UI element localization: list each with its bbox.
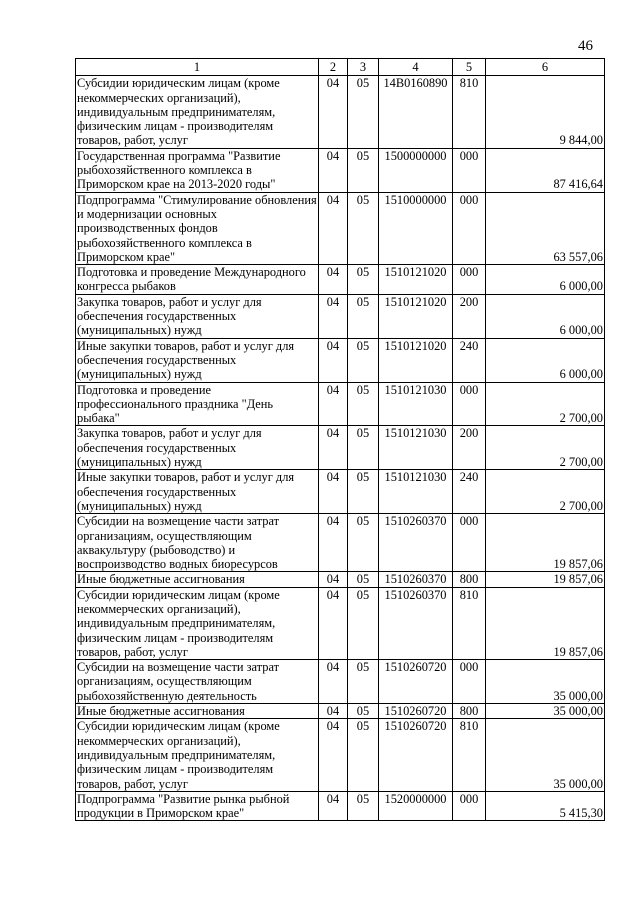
- subsection-code: 05: [348, 660, 379, 704]
- subsection-code: 05: [348, 719, 379, 791]
- target-article-code: 1510260720: [379, 704, 453, 719]
- expense-type-code: 000: [453, 514, 486, 572]
- expense-type-code: 810: [453, 587, 486, 659]
- section-code: 04: [319, 265, 348, 295]
- amount: 6 000,00: [486, 338, 605, 382]
- target-article-code: 1520000000: [379, 791, 453, 821]
- table-row: [76, 338, 605, 382]
- item-name: Иные бюджетные ассигнования: [76, 572, 319, 587]
- expense-type-code: 240: [453, 338, 486, 382]
- header-cell: 4: [379, 59, 453, 76]
- section-code: 04: [319, 192, 348, 264]
- table-row: [76, 719, 605, 791]
- section-code: 04: [319, 514, 348, 572]
- target-article-code: 1510121020: [379, 265, 453, 295]
- subsection-code: 05: [348, 426, 379, 470]
- section-code: 04: [319, 587, 348, 659]
- expense-type-code: 000: [453, 148, 486, 192]
- expense-type-code: 810: [453, 719, 486, 791]
- expense-type-code: 240: [453, 470, 486, 514]
- item-name: Закупка товаров, работ и услуг для обеспечения государственных (муниципальных) нужд: [76, 426, 319, 470]
- table-row: [76, 294, 605, 338]
- target-article-code: 1510260720: [379, 719, 453, 791]
- expense-type-code: 200: [453, 426, 486, 470]
- table-row: [76, 704, 605, 719]
- amount: 2 700,00: [486, 470, 605, 514]
- amount: 19 857,06: [486, 587, 605, 659]
- table-row: [76, 265, 605, 295]
- target-article-code: 1510260370: [379, 572, 453, 587]
- subsection-code: 05: [348, 791, 379, 821]
- amount: 6 000,00: [486, 294, 605, 338]
- item-name: Иные закупки товаров, работ и услуг для обеспечения государственных (муниципальных) нужд: [76, 338, 319, 382]
- table-row: [76, 791, 605, 821]
- section-code: 04: [319, 382, 348, 426]
- amount: 63 557,06: [486, 192, 605, 264]
- section-code: 04: [319, 426, 348, 470]
- section-code: 04: [319, 719, 348, 791]
- subsection-code: 05: [348, 192, 379, 264]
- section-code: 04: [319, 572, 348, 587]
- item-name: Государственная программа "Развитие рыбохозяйственного комплекса в Приморском крае на 2013-2020 годы": [76, 148, 319, 192]
- expense-type-code: 000: [453, 265, 486, 295]
- subsection-code: 05: [348, 572, 379, 587]
- section-code: 04: [319, 148, 348, 192]
- amount: 6 000,00: [486, 265, 605, 295]
- target-article-code: 1510121030: [379, 470, 453, 514]
- table-row: [76, 514, 605, 572]
- section-code: 04: [319, 338, 348, 382]
- item-name: Закупка товаров, работ и услуг для обеспечения государственных (муниципальных) нужд: [76, 294, 319, 338]
- subsection-code: 05: [348, 76, 379, 148]
- amount: 35 000,00: [486, 704, 605, 719]
- item-name: Субсидии юридическим лицам (кроме некоммерческих организаций), индивидуальным предпринимателям, физическим лицам - производителям товаров, работ, услуг: [76, 76, 319, 148]
- item-name: Подпрограмма "Стимулирование обновления и модернизации основных производственных фондов рыбохозяйственного комплекса в Приморском крае": [77, 192, 317, 264]
- subsection-code: 05: [348, 587, 379, 659]
- target-article-code: 14В0160890: [379, 76, 453, 148]
- table-row: [76, 587, 605, 659]
- expense-type-code: 810: [453, 76, 486, 148]
- section-code: 04: [319, 791, 348, 821]
- expense-type-code: 800: [453, 704, 486, 719]
- table-row: [76, 192, 605, 264]
- target-article-code: 1510260370: [379, 587, 453, 659]
- target-article-code: 1510121030: [379, 426, 453, 470]
- subsection-code: 05: [348, 265, 379, 295]
- subsection-code: 05: [348, 704, 379, 719]
- target-article-code: 1510000000: [379, 192, 453, 264]
- section-code: 04: [319, 76, 348, 148]
- item-name: Субсидии юридическим лицам (кроме некоммерческих организаций), индивидуальным предпринимателям, физическим лицам - производителям товаров, работ, услуг: [76, 587, 319, 659]
- table-row: [76, 572, 605, 587]
- amount: 35 000,00: [486, 660, 605, 704]
- expense-type-code: 000: [453, 382, 486, 426]
- header-cell: 1: [76, 59, 319, 76]
- item-name: Подпрограмма "Развитие рынка рыбной продукции в Приморском крае": [76, 791, 319, 821]
- section-code: 04: [319, 294, 348, 338]
- table-row: [76, 660, 605, 704]
- item-name: Подготовка и проведение Международного конгресса рыбаков: [76, 265, 319, 295]
- amount: 19 857,06: [486, 572, 605, 587]
- item-name: Иные бюджетные ассигнования: [76, 704, 319, 719]
- section-code: 04: [319, 470, 348, 514]
- target-article-code: 1510121030: [379, 382, 453, 426]
- subsection-code: 05: [348, 382, 379, 426]
- item-name: Иные закупки товаров, работ и услуг для обеспечения государственных (муниципальных) нужд: [76, 470, 319, 514]
- item-name: Субсидии на возмещение части затрат организациям, осуществляющим аквакультуру (рыбоводство) и воспроизводство водных биоресурсов: [76, 514, 319, 572]
- subsection-code: 05: [348, 514, 379, 572]
- target-article-code: 1510260720: [379, 660, 453, 704]
- target-article-code: 1500000000: [379, 148, 453, 192]
- header-cell: 3: [348, 59, 379, 76]
- expense-type-code: 200: [453, 294, 486, 338]
- header-cell: 6: [486, 59, 605, 76]
- section-code: 04: [319, 704, 348, 719]
- target-article-code: 1510121020: [379, 294, 453, 338]
- table-row: [76, 148, 605, 192]
- item-name: Подготовка и проведение профессионального праздника "День рыбака": [76, 382, 319, 426]
- item-name: Субсидии юридическим лицам (кроме некоммерческих организаций), индивидуальным предпринимателям, физическим лицам - производителям товаров, работ, услуг: [76, 719, 319, 791]
- page-number: 46: [578, 38, 593, 54]
- expense-type-code: 800: [453, 572, 486, 587]
- expense-type-code: 000: [453, 791, 486, 821]
- table-row: [76, 382, 605, 426]
- amount: 35 000,00: [486, 719, 605, 791]
- table-row: [76, 470, 605, 514]
- target-article-code: 1510121020: [379, 338, 453, 382]
- amount: 9 844,00: [486, 76, 605, 148]
- header-cell: 5: [453, 59, 486, 76]
- expense-type-code: 000: [453, 192, 486, 264]
- target-article-code: 1510260370: [379, 514, 453, 572]
- subsection-code: 05: [348, 148, 379, 192]
- header-cell: 2: [319, 59, 348, 76]
- amount: 87 416,64: [486, 148, 605, 192]
- amount: 19 857,06: [486, 514, 605, 572]
- expense-type-code: 000: [453, 660, 486, 704]
- amount: 2 700,00: [486, 426, 605, 470]
- section-code: 04: [319, 660, 348, 704]
- item-name: Субсидии на возмещение части затрат организациям, осуществляющим рыбохозяйственную деятельность: [76, 660, 319, 704]
- subsection-code: 05: [348, 294, 379, 338]
- amount: 5 415,30: [486, 791, 605, 821]
- table-row: [76, 426, 605, 470]
- subsection-code: 05: [348, 338, 379, 382]
- amount: 2 700,00: [486, 382, 605, 426]
- subsection-code: 05: [348, 470, 379, 514]
- table-row: [76, 76, 605, 148]
- budget-table: [75, 58, 605, 821]
- table-header-row: [76, 59, 605, 76]
